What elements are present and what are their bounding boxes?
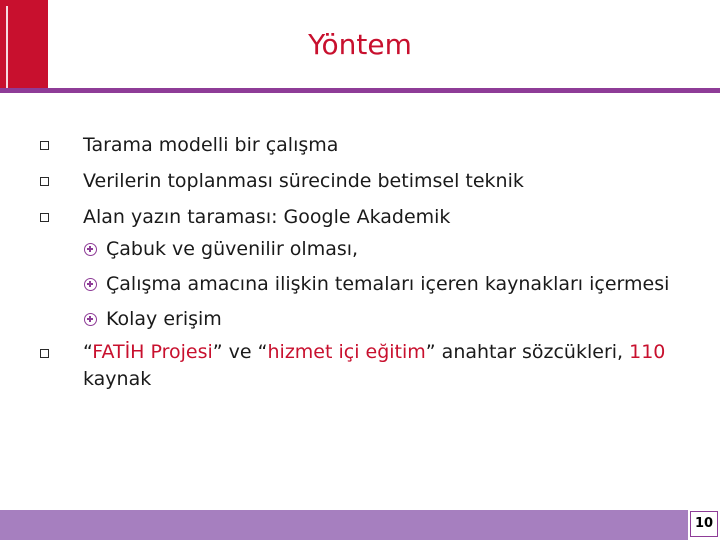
- sub-bullet-text: Kolay erişim: [106, 308, 222, 330]
- footer-bar: [0, 510, 688, 540]
- sub-bullet-text: Çabuk ve güvenilir olması,: [106, 238, 359, 260]
- sub-bullet-text: Çalışma amacına ilişkin temaları içeren kaynakları içermesi: [106, 273, 670, 295]
- square-bullet-icon: [40, 141, 49, 150]
- bullet-item-keywords: [38, 339, 698, 393]
- slide-content: [38, 131, 698, 393]
- bullet-item: [38, 131, 698, 160]
- circle-plus-bullet-icon: [84, 313, 97, 326]
- bullet-tail: kaynak: [83, 368, 152, 390]
- sub-bullet-item: [38, 302, 698, 337]
- bullet-text: Tarama modelli bir çalışma: [83, 134, 339, 156]
- circle-plus-bullet-icon: [84, 243, 97, 256]
- keyword-hizmet: hizmet içi eğitim: [267, 341, 426, 363]
- bullet-text: Verilerin toplanması sürecinde betimsel teknik: [83, 170, 524, 192]
- sub-bullet-item: [38, 267, 698, 302]
- square-bullet-icon: [40, 213, 49, 222]
- bullet-item: [38, 203, 698, 232]
- quote-mid: ” ve “: [212, 341, 268, 363]
- quote-open: “: [83, 341, 93, 363]
- quote-after: ” anahtar sözcükleri,: [425, 341, 630, 363]
- circle-plus-bullet-icon: [84, 278, 97, 291]
- bullet-text: Alan yazın taraması: Google Akademik: [83, 206, 451, 228]
- square-bullet-icon: [40, 177, 49, 186]
- sub-bullet-item: [38, 232, 698, 267]
- page-number: 10: [690, 511, 718, 537]
- title-divider: [0, 88, 720, 93]
- source-count: 110: [629, 341, 666, 363]
- slide-title: Yöntem: [308, 28, 412, 61]
- keyword-fatih: FATİH Projesi: [92, 341, 213, 363]
- square-bullet-icon: [40, 349, 49, 358]
- bullet-item: [38, 167, 698, 196]
